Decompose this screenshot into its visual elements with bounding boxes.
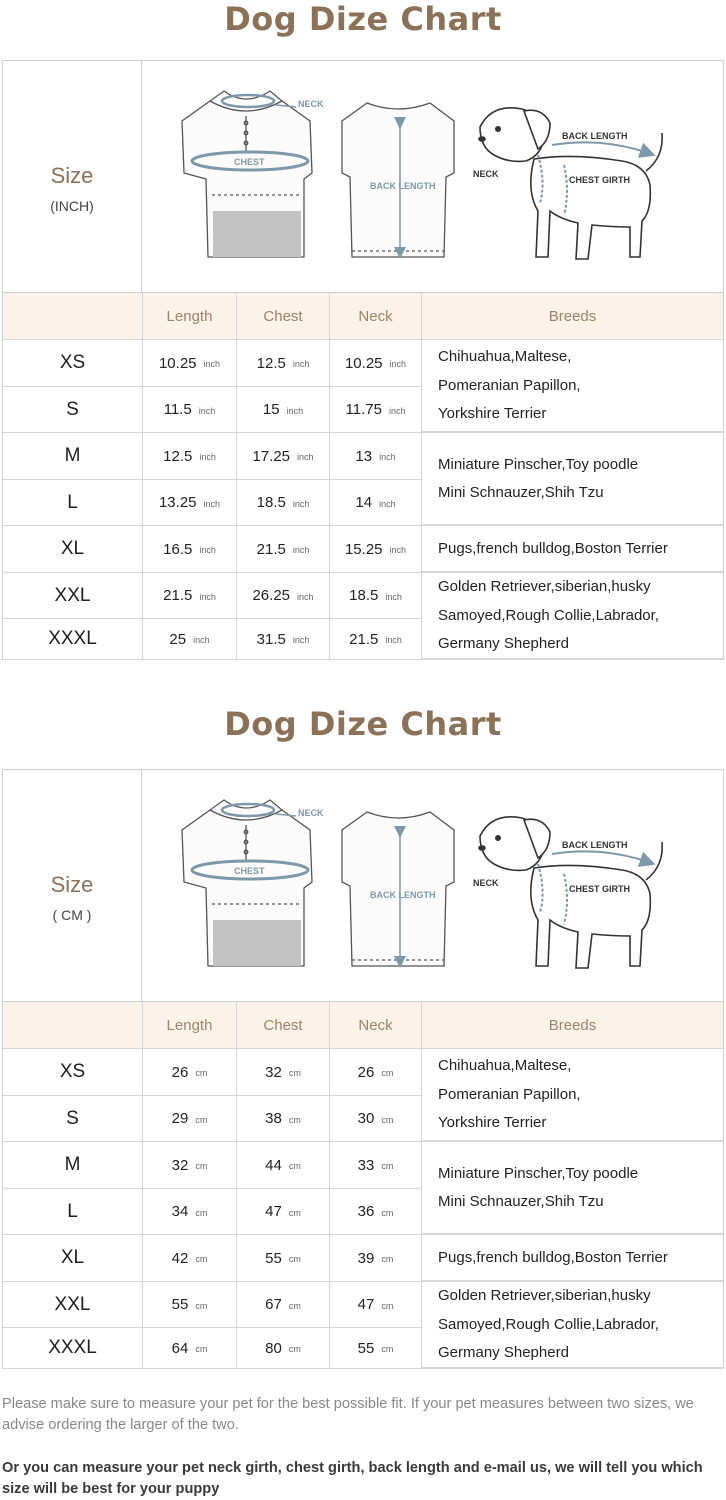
cell-size: [3, 480, 143, 525]
cell-size: [3, 1096, 143, 1141]
breeds-cell: [422, 1282, 723, 1368]
cell-chest: [237, 433, 330, 479]
neck-value: 11.75: [345, 401, 382, 418]
breeds-cell: [422, 526, 723, 572]
chest-value: 31.5: [256, 630, 286, 648]
neck-value: 21.5: [349, 630, 379, 648]
unit-suffix: cm: [288, 1254, 301, 1264]
chest-value: 18.5: [256, 494, 286, 511]
dog-neck-label: NECK: [473, 878, 499, 888]
unit-suffix: cm: [195, 1161, 208, 1171]
unit-suffix: cm: [195, 1300, 208, 1311]
unit-suffix: inch: [389, 359, 407, 369]
unit-suffix: inch: [385, 635, 402, 645]
cell-size: [3, 340, 143, 386]
breed-line: Chihuahua,Maltese,: [438, 1057, 572, 1075]
length-value: 16.5: [163, 540, 193, 558]
unit-suffix: cm: [381, 1300, 394, 1311]
neck-label: NECK: [298, 99, 324, 109]
cell-chest: [237, 619, 330, 659]
unit-suffix: inch: [198, 405, 216, 416]
neck-value: 47: [357, 1296, 375, 1313]
cell-neck: [330, 387, 422, 432]
unit-suffix: inch: [297, 452, 314, 462]
shirt-front-drawing: [182, 800, 312, 966]
cell-neck: [330, 1235, 422, 1281]
cell-neck: [330, 619, 422, 659]
cell-length: [143, 1189, 237, 1234]
header-chest: [237, 1002, 330, 1048]
cell-length: [143, 387, 237, 432]
header-neck: [330, 293, 422, 339]
cell-size: [3, 573, 143, 618]
size-code: S: [66, 398, 79, 420]
size-code: M: [64, 1154, 81, 1175]
unit-suffix: inch: [379, 498, 396, 509]
column-header-label: Neck: [358, 307, 393, 325]
size-code: S: [66, 1107, 79, 1129]
unit-suffix: inch: [292, 545, 310, 555]
dog-back-length-label: BACK LENGTH: [562, 131, 628, 141]
dog-chest-girth-label: CHEST GIRTH: [569, 884, 631, 894]
length-value: 26: [171, 1063, 189, 1081]
chest-value: 67: [265, 1296, 282, 1313]
length-value: 12.5: [163, 447, 193, 465]
cell-length: [143, 433, 237, 479]
contact-note: Or you can measure your pet neck girth, chest girth, back length and e-mail us, we will tell you which size will be best for your puppy: [2, 1460, 703, 1497]
size-code: M: [64, 445, 81, 466]
chart-hero: [3, 770, 723, 1002]
measurement-illustration: [142, 61, 723, 292]
column-header-label: Length: [166, 307, 213, 325]
cell-length: [143, 1049, 237, 1095]
illustration-cell: [142, 770, 723, 1001]
breed-line: Yorkshire Terrier: [438, 405, 547, 423]
chart-title: Dog Dize Chart: [224, 0, 502, 38]
length-value: 11.5: [163, 401, 192, 418]
unit-suffix: inch: [203, 359, 221, 369]
table-header-row: [3, 293, 723, 340]
size-chart-table-inch: [2, 60, 724, 660]
length-value: 55: [171, 1296, 189, 1313]
breed-line: Pugs,french bulldog,Boston Terrier: [438, 1248, 668, 1266]
cell-chest: [237, 340, 330, 386]
shirt-back-drawing: [342, 812, 454, 966]
cell-length: [143, 1282, 237, 1327]
breed-line: Mini Schnauzer,Shih Tzu: [438, 484, 604, 501]
unit-suffix: inch: [199, 591, 216, 602]
header-empty-cell: [3, 1002, 143, 1048]
header-empty-cell: [3, 293, 143, 339]
size-code: XXL: [54, 1293, 91, 1315]
unit-suffix: inch: [203, 498, 221, 509]
breed-line: Yorkshire Terrier: [438, 1114, 547, 1132]
column-header-label: Chest: [263, 307, 303, 325]
unit-suffix: cm: [381, 1254, 394, 1264]
cell-length: [143, 573, 237, 618]
cell-size: [3, 433, 143, 479]
breed-line: Mini Schnauzer,Shih Tzu: [438, 1193, 604, 1210]
header-chest: [237, 293, 330, 339]
unit-suffix: cm: [195, 1344, 208, 1354]
size-code: XS: [59, 352, 86, 373]
chest-value: 21.5: [256, 540, 286, 558]
back-length-label: BACK LENGTH: [370, 181, 436, 191]
cell-length: [143, 340, 237, 386]
unit-suffix: inch: [286, 405, 304, 416]
cell-neck: [330, 1142, 422, 1188]
breed-line: Germany Shepherd: [438, 635, 569, 653]
column-header-label: Neck: [358, 1016, 393, 1034]
chest-label: CHEST: [234, 866, 265, 876]
dog-back-length-label: BACK LENGTH: [562, 840, 628, 850]
chest-label: CHEST: [234, 157, 265, 167]
length-value: 32: [171, 1156, 189, 1174]
illustration-cell: [142, 61, 723, 292]
cell-chest: [237, 573, 330, 618]
chest-value: 47: [265, 1203, 282, 1220]
cell-chest: [237, 1235, 330, 1281]
header-length: [143, 1002, 237, 1048]
unit-suffix: inch: [297, 591, 314, 602]
breed-line: Miniature Pinscher,Toy poodle: [438, 455, 639, 473]
size-code: XXXL: [48, 628, 97, 649]
cell-size: [3, 1142, 143, 1188]
table-header-row: [3, 1002, 723, 1049]
size-label-cell: [3, 770, 142, 1001]
chest-value: 15: [262, 401, 280, 418]
header-breeds: [422, 1002, 723, 1048]
unit-suffix: cm: [288, 1300, 301, 1311]
neck-value: 18.5: [349, 587, 379, 604]
cell-size: [3, 619, 143, 659]
unit-suffix: cm: [195, 1114, 208, 1125]
dog-chest-girth-label: CHEST GIRTH: [569, 175, 631, 185]
cell-neck: [330, 1282, 422, 1327]
cell-length: [143, 1096, 237, 1141]
unit-suffix: inch: [385, 591, 402, 602]
unit-suffix: inch: [389, 545, 407, 555]
cell-length: [143, 480, 237, 525]
unit-label: ( CM ): [52, 907, 92, 923]
cell-length: [143, 526, 237, 572]
cell-neck: [330, 526, 422, 572]
unit-suffix: cm: [381, 1161, 394, 1171]
chest-value: 55: [265, 1249, 282, 1267]
unit-suffix: cm: [195, 1207, 208, 1218]
breed-line: Chihuahua,Maltese,: [438, 348, 572, 366]
neck-value: 36: [357, 1203, 375, 1220]
length-value: 21.5: [163, 587, 193, 604]
unit-suffix: cm: [381, 1114, 394, 1125]
cell-chest: [237, 1189, 330, 1234]
breeds-cell: [422, 573, 723, 659]
size-code: L: [67, 1200, 78, 1222]
cell-chest: [237, 480, 330, 525]
size-code: XS: [59, 1061, 86, 1082]
fit-advice-note: Please make sure to measure your pet for the best possible fit. If your pet measures between two sizes, we advise ordering the larger of the two.: [2, 1396, 694, 1433]
length-value: 13.25: [158, 494, 197, 511]
unit-suffix: cm: [288, 1207, 301, 1218]
chest-value: 12.5: [256, 354, 286, 372]
unit-suffix: inch: [292, 498, 310, 509]
breeds-cell: [422, 433, 723, 525]
unit-suffix: cm: [195, 1068, 208, 1078]
column-header-label: Breeds: [548, 1016, 597, 1034]
header-neck: [330, 1002, 422, 1048]
cell-chest: [237, 1096, 330, 1141]
neck-value: 10.25: [344, 354, 383, 372]
dog-neck-label: NECK: [473, 169, 499, 179]
unit-suffix: inch: [388, 405, 406, 416]
unit-suffix: inch: [199, 545, 216, 555]
cell-neck: [330, 433, 422, 479]
size-label-cell: [3, 61, 142, 292]
cell-neck: [330, 1096, 422, 1141]
size-code: XL: [60, 538, 85, 559]
length-value: 29: [171, 1110, 189, 1127]
shirt-front-drawing: [182, 91, 312, 257]
length-value: 10.25: [158, 354, 197, 372]
dog-back-length-arrow: [552, 851, 648, 862]
chest-value: 17.25: [252, 447, 291, 465]
breed-line: Golden Retriever,siberian,husky: [438, 578, 651, 596]
cell-chest: [237, 1142, 330, 1188]
unit-suffix: inch: [193, 635, 210, 645]
neck-value: 39: [357, 1249, 375, 1267]
size-label: Size: [50, 163, 94, 188]
neck-label: NECK: [298, 808, 324, 818]
neck-value: 55: [357, 1339, 375, 1357]
unit-label: (INCH): [50, 198, 94, 214]
unit-suffix: cm: [288, 1068, 301, 1078]
breeds-cell: [422, 1049, 723, 1141]
cell-length: [143, 1328, 237, 1368]
neck-value: 33: [357, 1156, 375, 1174]
cell-neck: [330, 1328, 422, 1368]
cell-size: [3, 1328, 143, 1368]
cell-size: [3, 1282, 143, 1327]
breeds-cell: [422, 340, 723, 432]
breed-line: Germany Shepherd: [438, 1344, 569, 1362]
cell-size: [3, 387, 143, 432]
cell-neck: [330, 340, 422, 386]
neck-value: 26: [357, 1063, 375, 1081]
cell-length: [143, 619, 237, 659]
breed-line: Pugs,french bulldog,Boston Terrier: [438, 539, 668, 557]
length-value: 34: [171, 1203, 189, 1220]
header-length: [143, 293, 237, 339]
breeds-cell: [422, 1142, 723, 1234]
unit-suffix: cm: [195, 1254, 208, 1264]
breed-line: Samoyed,Rough Collie,Labrador,: [438, 606, 659, 624]
unit-suffix: cm: [288, 1161, 301, 1171]
cell-length: [143, 1235, 237, 1281]
chart-title: Dog Dize Chart: [224, 705, 502, 743]
neck-value: 13: [355, 447, 373, 465]
cell-neck: [330, 573, 422, 618]
size-label: Size: [50, 872, 94, 897]
cell-size: [3, 1049, 143, 1095]
cell-neck: [330, 1189, 422, 1234]
size-code: XXL: [54, 584, 91, 606]
chest-value: 44: [265, 1156, 282, 1174]
size-code: L: [67, 491, 78, 513]
unit-suffix: inch: [379, 452, 396, 462]
length-value: 42: [171, 1249, 189, 1267]
cell-chest: [237, 387, 330, 432]
measurement-illustration: [142, 770, 723, 1001]
chest-value: 80: [265, 1339, 282, 1357]
cell-chest: [237, 1328, 330, 1368]
breed-line: Miniature Pinscher,Toy poodle: [438, 1164, 639, 1182]
chest-value: 32: [265, 1063, 282, 1081]
neck-value: 14: [355, 494, 373, 511]
unit-suffix: inch: [292, 359, 310, 369]
breed-line: Golden Retriever,siberian,husky: [438, 1287, 651, 1305]
unit-suffix: inch: [199, 452, 216, 462]
column-header-label: Length: [166, 1016, 213, 1034]
breed-line: Pomeranian Papillon,: [438, 376, 581, 394]
breed-line: Pomeranian Papillon,: [438, 1085, 581, 1103]
column-header-label: Breeds: [548, 307, 597, 325]
dog-back-length-arrow: [552, 142, 648, 153]
neck-value: 30: [357, 1110, 375, 1127]
breeds-cell: [422, 1235, 723, 1281]
unit-suffix: cm: [381, 1344, 394, 1354]
breed-line: Samoyed,Rough Collie,Labrador,: [438, 1315, 659, 1333]
cell-length: [143, 1142, 237, 1188]
unit-suffix: cm: [381, 1207, 394, 1218]
header-breeds: [422, 293, 723, 339]
back-length-label: BACK LENGTH: [370, 890, 436, 900]
size-code: XXXL: [48, 1337, 97, 1358]
cell-size: [3, 1235, 143, 1281]
cell-size: [3, 1189, 143, 1234]
size-chart-table-cm: [2, 769, 724, 1369]
cell-size: [3, 526, 143, 572]
chest-value: 38: [265, 1110, 282, 1127]
cell-chest: [237, 1049, 330, 1095]
length-value: 64: [171, 1339, 189, 1357]
length-value: 25: [169, 630, 187, 648]
unit-suffix: cm: [288, 1344, 301, 1354]
cell-neck: [330, 480, 422, 525]
cell-neck: [330, 1049, 422, 1095]
size-code: XL: [60, 1247, 85, 1268]
unit-suffix: cm: [381, 1068, 394, 1078]
cell-chest: [237, 526, 330, 572]
cell-chest: [237, 1282, 330, 1327]
neck-value: 15.25: [344, 540, 383, 558]
shirt-back-drawing: [342, 103, 454, 257]
chest-value: 26.25: [252, 587, 291, 604]
column-header-label: Chest: [263, 1016, 303, 1034]
unit-suffix: cm: [288, 1114, 301, 1125]
unit-suffix: inch: [292, 635, 310, 645]
chart-hero: [3, 61, 723, 293]
